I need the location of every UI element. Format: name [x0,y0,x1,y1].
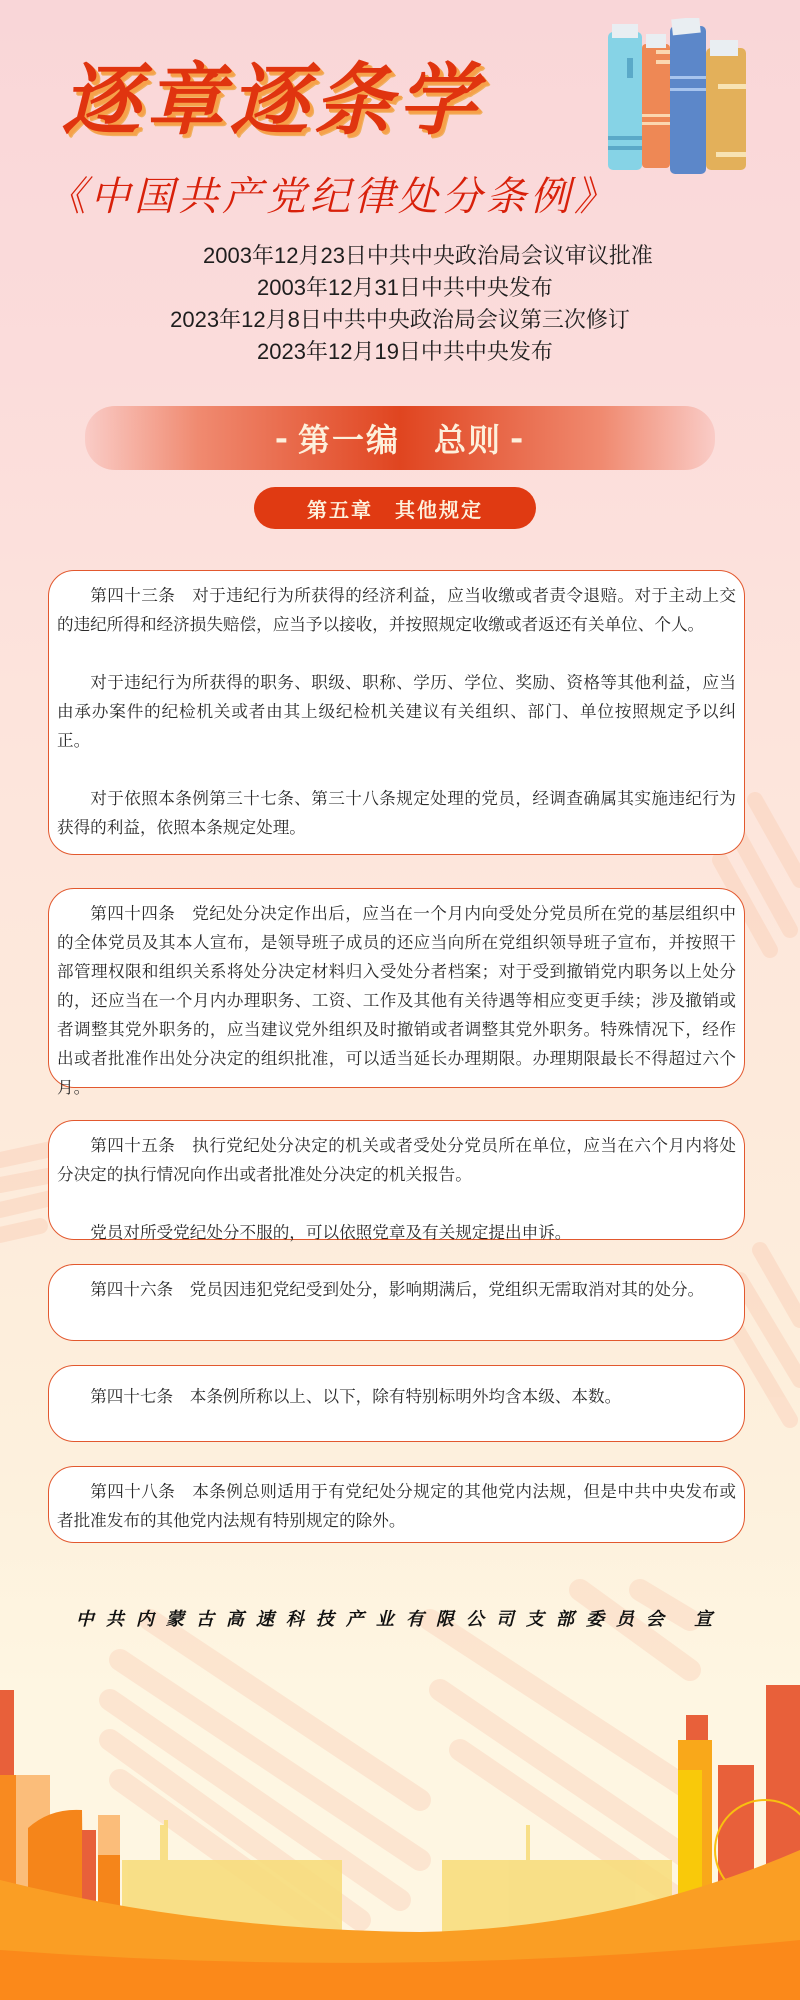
chapter-badge [254,487,536,529]
article-card-48 [48,1466,745,1543]
article-card-47 [48,1365,745,1442]
document-title: 《中国共产党纪律处分条例》 [46,174,618,220]
date-line: 2003年12月23日中共中央政治局会议审议批准 [203,243,653,268]
article-card-46 [48,1264,745,1341]
article-paragraph: 第四十五条 执行党纪处分决定的机关或者受处分党员所在单位，应当在六个月内将处分决定的执行情况向作出或者批准处分决定的机关报告。 [57,1136,736,1184]
chapter-title: 第五章 其他规定 [307,497,483,522]
city-skyline-illustration [0,1660,800,2000]
article-paragraph: 第四十三条 对于违纪行为所获得的经济利益，应当收缴或者责令退赔。对于主动上交的违纪所得和经济损失赔偿，应当予以接收，并按照规定收缴或者返还有关单位、个人。 [57,586,736,634]
article-paragraph: 第四十七条 本条例所称以上、以下，除有特别标明外均含本级、本数。 [90,1387,622,1406]
date-line: 2023年12月19日中共中央发布 [257,339,553,364]
banner-dash-left: - [274,419,290,457]
publication-dates [0,240,800,368]
issuer-signature: 中共内蒙古高速科技产业有限公司支部委员会 宣 [75,1609,725,1630]
article-paragraph: 对于依照本条例第三十七条、第三十八条规定处理的党员，经调查确属其实施违纪行为获得的利益，依照本条规定处理。 [57,789,736,837]
article-paragraph: 第四十四条 党纪处分决定作出后，应当在一个月内向受处分党员所在党的基层组织中的全体党员及其本人宣布，是领导班子成员的还应当向所在党组织领导班子宣布，并按照干部管理权限和组织关系将处分决定材料归入受处分者档案；对于受到撤销党内职务以上处分的，还应当在一个月内办理职务、工资、工作及其他有关待遇等相应变更手续；涉及撤销或者调整其党外职务的，应当建议党外组织及时撤销或者调整其党外职务。特殊情况下，经作出或者批准作出处分决定的组织批准，可以适当延长办理期限。办理期限最长不得超过六个月。 [57,904,736,1097]
part-banner [85,406,715,470]
books-icon [600,18,760,178]
article-card-44 [48,888,745,1097]
hero-title: 逐章逐条学 [62,55,483,146]
part-title: 第一编 总则 [297,421,502,459]
article-card-45 [48,1120,745,1240]
article-paragraph: 第四十八条 本条例总则适用于有党纪处分规定的其他党内法规，但是中共中央发布或者批准发布的其他党内法规有特别规定的除外。 [57,1482,736,1530]
article-paragraph: 第四十六条 党员因违犯党纪受到处分，影响期满后，党组织无需取消对其的处分。 [90,1280,705,1299]
article-paragraph: 党员对所受党纪处分不服的，可以依照党章及有关规定提出申诉。 [90,1223,572,1242]
banner-dash-right: - [510,419,526,457]
date-line: 2023年12月8日中共中央政治局会议第三次修订 [170,307,630,332]
article-card-43 [48,570,745,855]
date-line: 2003年12月31日中共中央发布 [257,275,553,300]
article-paragraph: 对于违纪行为所获得的职务、职级、职称、学历、学位、奖励、资格等其他利益，应当由承办案件的纪检机关或者由其上级纪检机关建议有关组织、部门、单位按照规定予以纠正。 [57,673,736,750]
